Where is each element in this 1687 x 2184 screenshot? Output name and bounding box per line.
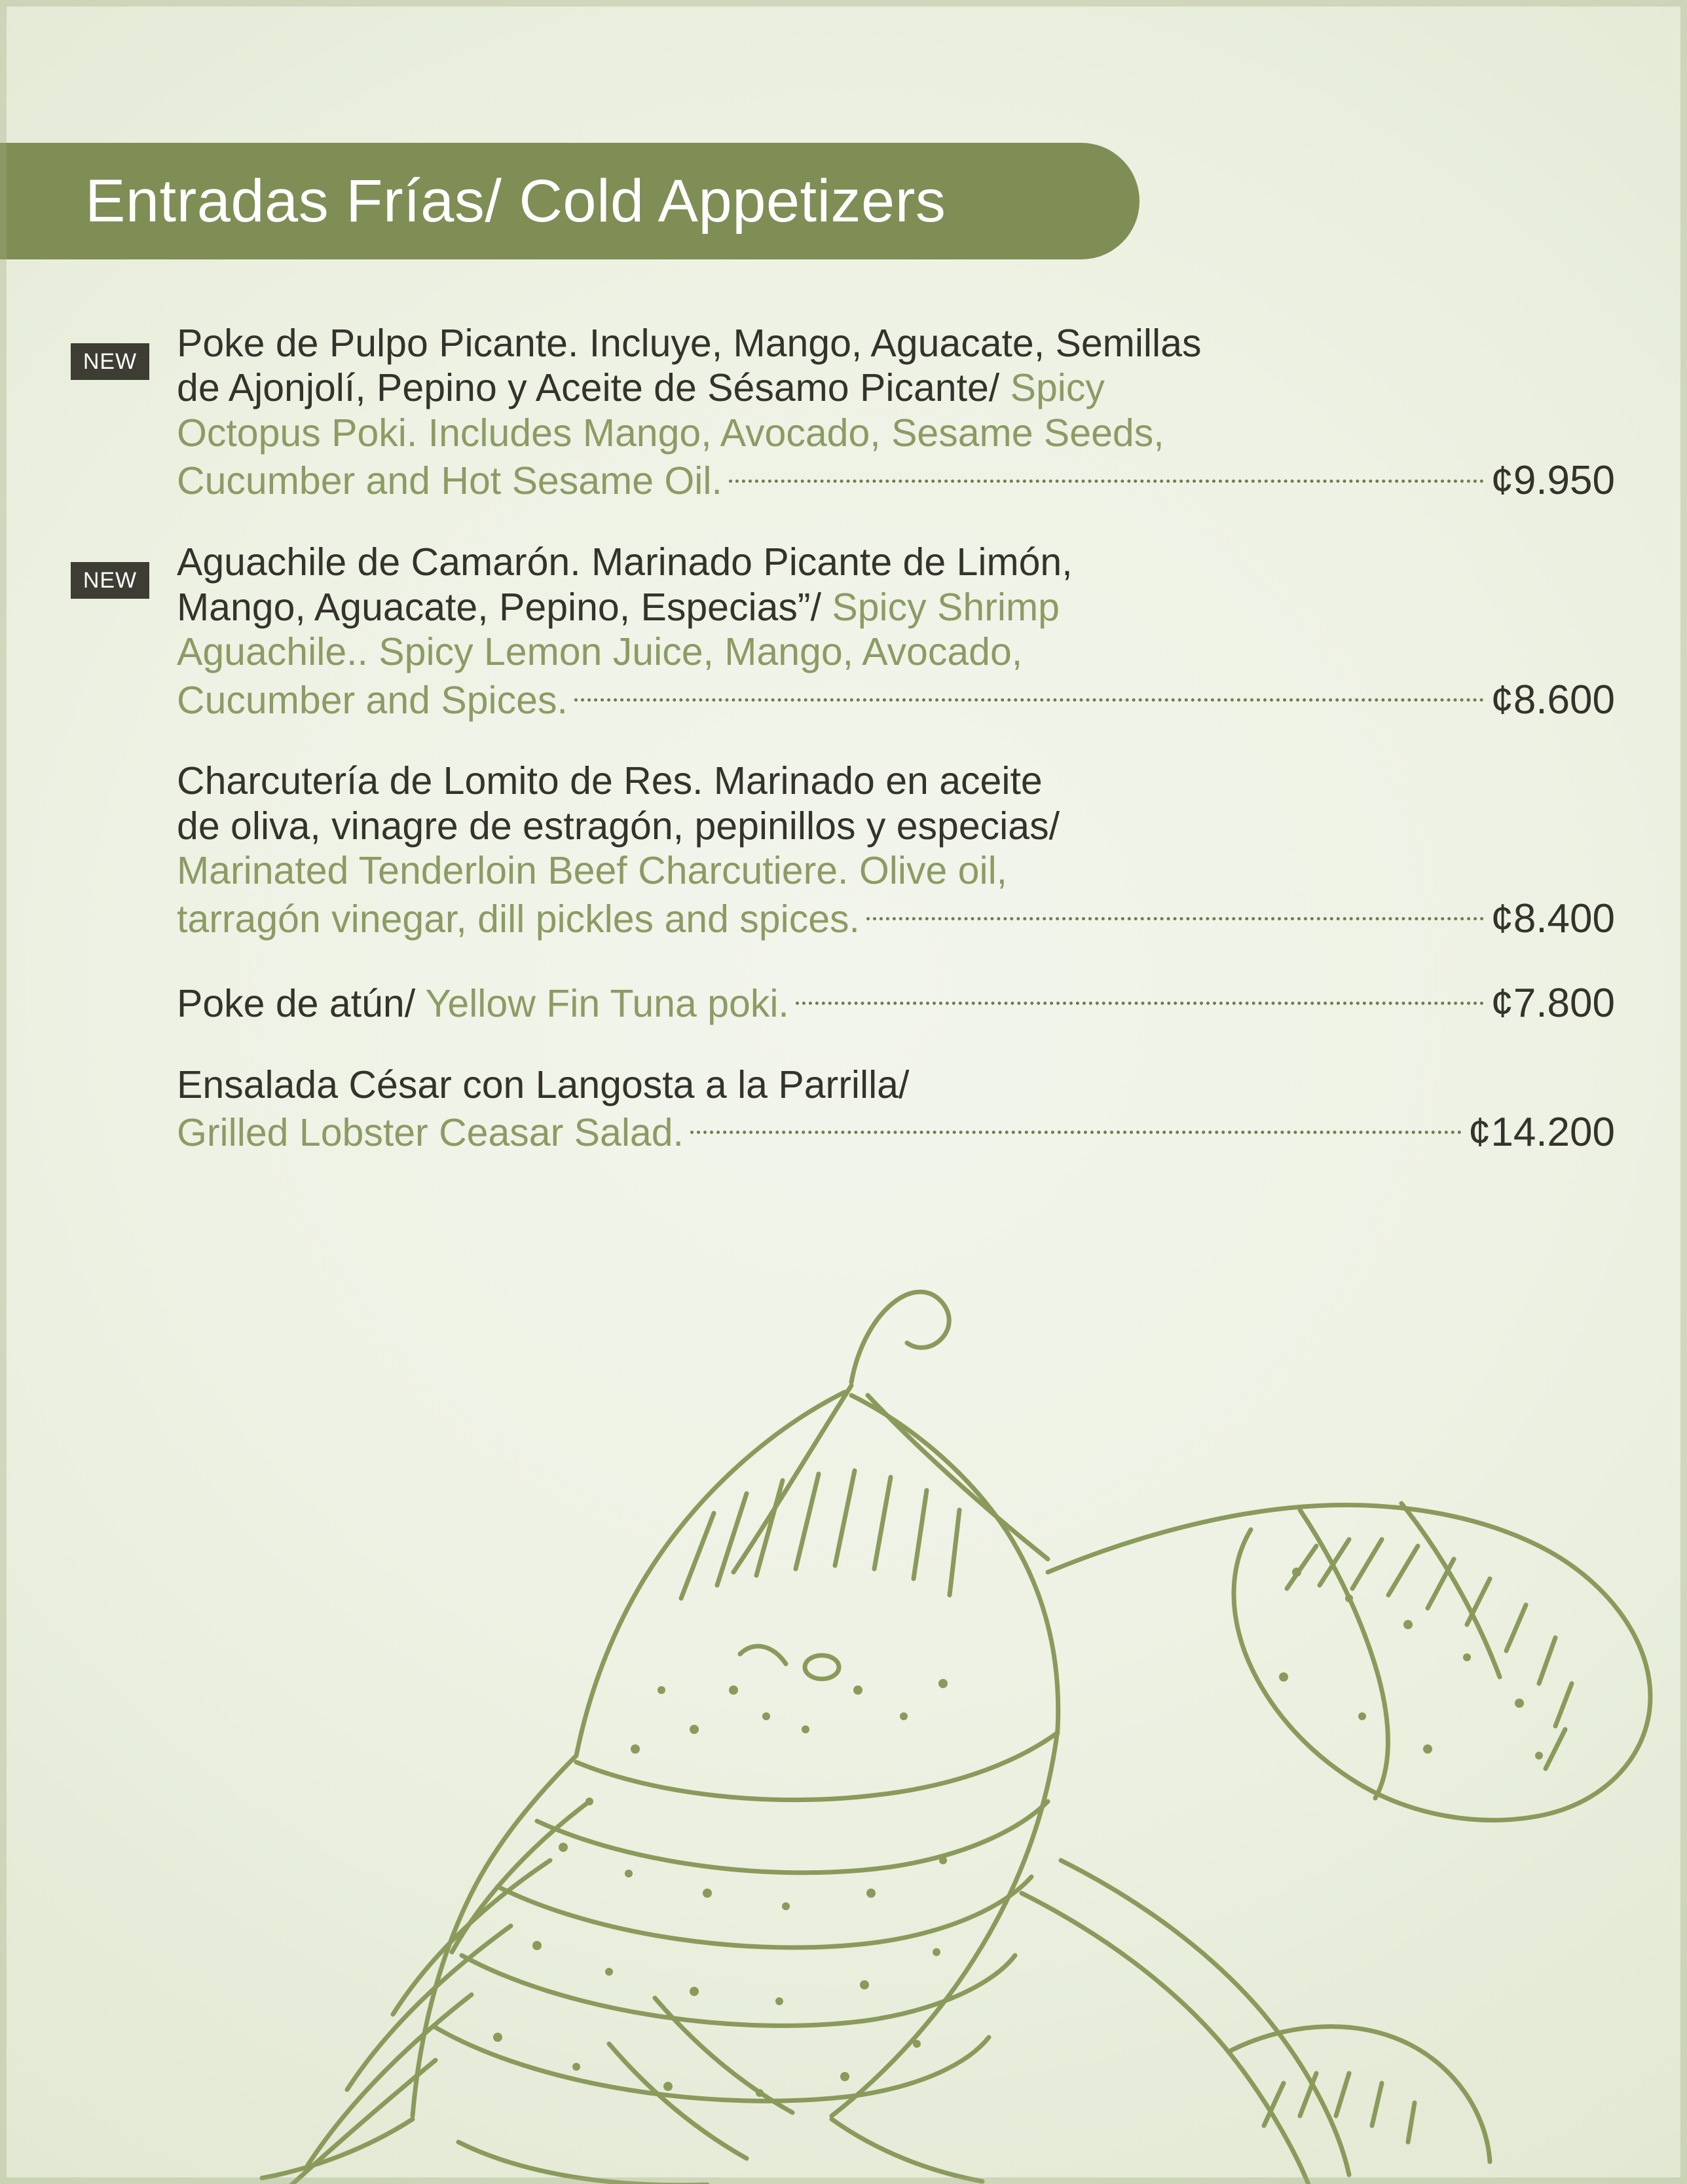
menu-item (0, 321, 1687, 504)
english-text: Marinated Tenderloin Beef Charcutiere. Olive oil, (177, 849, 1008, 893)
description-line (177, 759, 1615, 803)
menu-item (0, 759, 1687, 942)
spanish-text: de oliva, vinagre de estragón, pepinillos y especias/ (177, 804, 1060, 848)
description-last-line (177, 894, 1615, 943)
english-text: tarragón vinegar, dill pickles and spices. (177, 897, 860, 941)
spanish-text: Poke de atún/ (177, 981, 426, 1025)
menu-item-price: ¢7.800 (1491, 980, 1615, 1026)
menu-item (0, 1063, 1687, 1156)
new-badge: NEW (71, 562, 149, 599)
english-text: Spicy Shrimp (832, 585, 1060, 629)
spanish-text: Charcutería de Lomito de Res. Marinado en aceite (177, 759, 1043, 803)
english-text: Yellow Fin Tuna poki. (425, 981, 789, 1025)
description-last-line (177, 978, 1615, 1027)
description-line (177, 848, 1615, 893)
page-title: Entradas Frías/ Cold Appetizers (85, 167, 946, 235)
new-badge: NEW (71, 343, 149, 380)
description-line (177, 366, 1615, 410)
menu-item-description (177, 978, 1615, 1027)
description-line (177, 630, 1615, 674)
description-line (177, 804, 1615, 848)
menu-item-description (177, 321, 1615, 504)
english-text: Cucumber and Spices. (177, 678, 568, 722)
spanish-text: Poke de Pulpo Picante. Incluye, Mango, Aguacate, Semillas (177, 322, 1202, 365)
menu-item-description (177, 759, 1615, 942)
menu-item-price: ¢8.600 (1491, 677, 1615, 723)
leader-dots (729, 455, 1484, 494)
description-last-line (177, 675, 1615, 724)
menu-item-price: ¢14.200 (1468, 1110, 1615, 1155)
leader-dots (796, 978, 1485, 1017)
last-line-text (177, 897, 860, 941)
english-text: Spicy (1010, 366, 1105, 410)
menu-item (0, 540, 1687, 723)
menu-item (0, 978, 1687, 1027)
english-text: Grilled Lobster Ceasar Salad. (177, 1111, 684, 1154)
last-line-text (177, 1110, 684, 1155)
description-line (177, 1063, 1615, 1107)
description-last-line (177, 455, 1615, 504)
description-line (177, 321, 1615, 366)
menu-item-price: ¢8.400 (1491, 895, 1615, 941)
menu-item-description (177, 1063, 1615, 1156)
lobster-illustration (0, 1232, 1687, 2184)
last-line-text (177, 459, 722, 503)
spanish-text: Mango, Aguacate, Pepino, Especias”/ (177, 585, 832, 629)
spanish-text: de Ajonjolí, Pepino y Aceite de Sésamo Picante/ (177, 366, 1010, 410)
spanish-text: Ensalada César con Langosta a la Parrilla/ (177, 1063, 910, 1106)
last-line-text (177, 981, 789, 1026)
english-text: Octopus Poki. Includes Mango, Avocado, Sesame Seeds, (177, 411, 1164, 455)
leader-dots (690, 1107, 1462, 1146)
english-text: Cucumber and Hot Sesame Oil. (177, 459, 722, 503)
description-line (177, 540, 1615, 584)
last-line-text (177, 678, 568, 723)
leader-dots (574, 675, 1485, 713)
description-line (177, 411, 1615, 455)
menu-items-list (0, 321, 1687, 1192)
menu-item-description (177, 540, 1615, 723)
english-text: Aguachile.. Spicy Lemon Juice, Mango, Avocado, (177, 630, 1023, 674)
description-last-line (177, 1107, 1615, 1156)
menu-item-price: ¢9.950 (1491, 458, 1615, 504)
description-line (177, 585, 1615, 630)
spanish-text: Aguachile de Camarón. Marinado Picante de Limón, (177, 540, 1073, 584)
section-header-band (0, 143, 1140, 259)
leader-dots (866, 894, 1484, 932)
